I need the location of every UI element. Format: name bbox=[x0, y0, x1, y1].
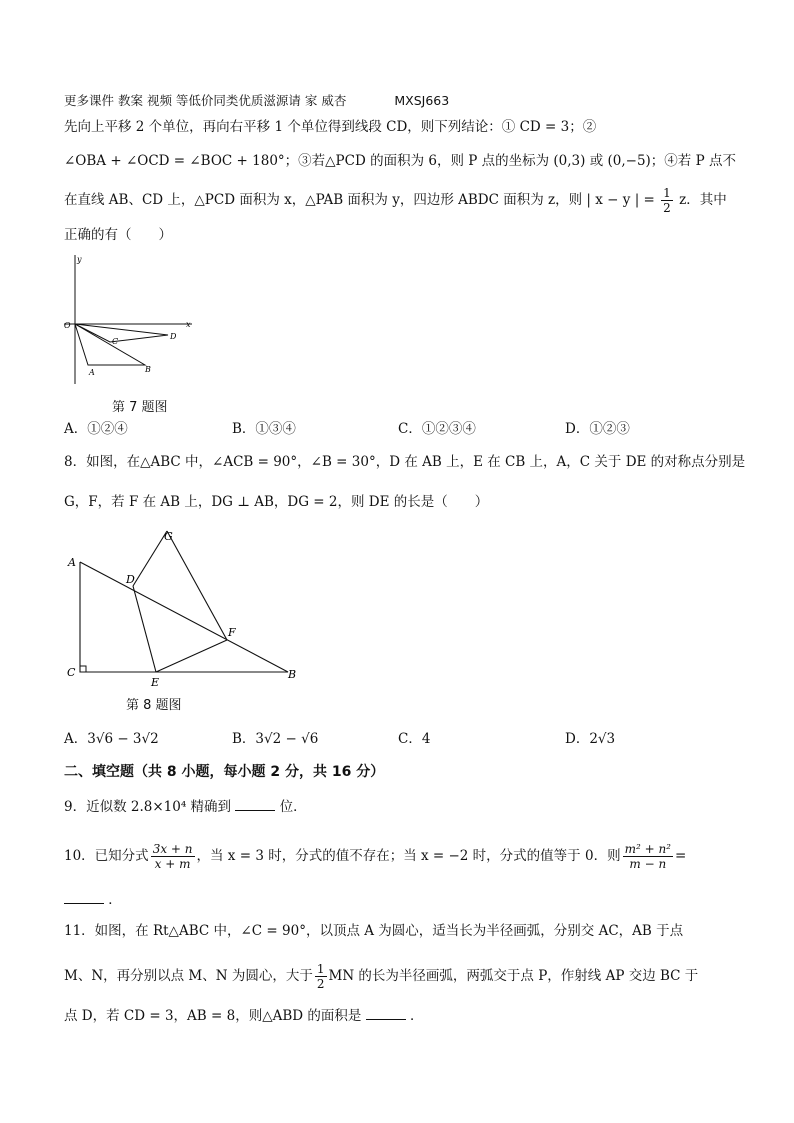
q7-line-1: 先向上平移 2 个单位，再向右平移 1 个单位得到线段 CD，则下列结论：① CD = 3；② bbox=[64, 119, 597, 135]
q7-line-4: 正确的有（ ） bbox=[64, 227, 172, 243]
q7-label-b: B bbox=[145, 365, 151, 374]
q8-option-c[interactable]: C．4 bbox=[398, 731, 431, 747]
q7-line-3-text: 在直线 AB、CD 上，△PCD 面积为 x，△PAB 面积为 y，四边形 ABDC 面积为 z，则 | x − y | = bbox=[64, 192, 655, 208]
header-promo-text: 更多课件 教案 视频 等低价同类优质滋源请 家 威杏 bbox=[64, 93, 347, 108]
q7-fraction-denominator: 2 bbox=[663, 201, 671, 215]
q9-answer-blank[interactable] bbox=[235, 796, 275, 811]
q10-text-d: ． bbox=[108, 892, 122, 908]
q8-label-d: D bbox=[126, 573, 135, 586]
q9-line bbox=[64, 796, 307, 816]
q10-fraction-1-numerator: 3x + n bbox=[152, 841, 193, 856]
q10-line bbox=[64, 836, 686, 876]
q8-segment-de bbox=[133, 586, 156, 672]
q10-answer-blank[interactable] bbox=[64, 889, 104, 904]
q10-fraction-2-numerator: m² + n² bbox=[624, 841, 671, 856]
q7-line-3-tail: z．其中 bbox=[679, 192, 727, 208]
q8-label-c: C bbox=[67, 666, 76, 679]
q8-label-f: F bbox=[228, 626, 236, 639]
section-2-title: 二、填空题（共 8 小题，每小题 2 分，共 16 分） bbox=[64, 764, 385, 780]
q11-fraction-denominator: 2 bbox=[316, 976, 325, 991]
q9-text-tail: 位． bbox=[279, 799, 307, 815]
q8-label-g: G bbox=[164, 530, 173, 543]
q11-line-2-tail: MN 的长为半径画弧，两弧交于点 P，作射线 AP 交边 BC 于 bbox=[328, 968, 699, 984]
q10-fraction-1 bbox=[151, 842, 195, 871]
q8-triangle-abc bbox=[80, 562, 288, 672]
q7-option-b[interactable]: B．①③④ bbox=[232, 421, 296, 437]
q11-line-1: 11．如图，在 Rt△ABC 中，∠C = 90°，以顶点 A 为圆心，适当长为半径画弧，分别交 AC，AB 于点 bbox=[64, 923, 684, 939]
q11-line-3 bbox=[64, 1005, 423, 1025]
q7-figure-caption: 第 7 题图 bbox=[112, 400, 168, 415]
q8-right-angle-mark bbox=[80, 666, 86, 672]
q8-label-b: B bbox=[288, 668, 297, 681]
q8-label-a: A bbox=[68, 556, 76, 569]
q7-label-o: O bbox=[64, 321, 71, 330]
q7-fraction-numerator: 1 bbox=[663, 186, 671, 200]
q8-option-a[interactable]: A．3√6 − 3√2 bbox=[64, 731, 159, 747]
header-line bbox=[64, 92, 449, 110]
q8-figure-caption: 第 8 题图 bbox=[126, 698, 182, 713]
q11-fraction-numerator: 1 bbox=[316, 961, 325, 976]
q8-segment-dg bbox=[133, 531, 167, 586]
q8-option-b[interactable]: B．3√2 − √6 bbox=[232, 731, 319, 747]
q10-answer-line bbox=[64, 889, 122, 909]
q11-fraction bbox=[315, 962, 327, 991]
q10-text-c: = bbox=[675, 848, 687, 864]
q10-text-a: 10．已知分式 bbox=[64, 848, 149, 864]
q7-triangle-ocd bbox=[75, 324, 168, 342]
q7-label-y: y bbox=[77, 255, 82, 264]
q10-text-b: ，当 x = 3 时，分式的值不存在；当 x = −2 时，分式的值等于 0．则 bbox=[196, 848, 621, 864]
q8-option-d[interactable]: D．2√3 bbox=[565, 731, 616, 747]
q7-option-c[interactable]: C．①②③④ bbox=[398, 421, 476, 437]
q8-line-2: G，F，若 F 在 AB 上，DG ⊥ AB，DG = 2，则 DE 的长是（ ） bbox=[64, 494, 489, 510]
q10-fraction-2 bbox=[623, 842, 673, 871]
q10-fraction-1-denominator: x + m bbox=[154, 856, 191, 871]
q8-line-1: 8．如图，在△ABC 中，∠ACB = 90°，∠B = 30°，D 在 AB 上，E 在 CB 上，A，C 关于 DE 的对称点分别是 bbox=[64, 454, 746, 470]
q7-label-d: D bbox=[170, 332, 177, 341]
q11-line-2 bbox=[64, 958, 698, 994]
q7-fraction bbox=[661, 186, 673, 215]
q7-option-a[interactable]: A．①②④ bbox=[64, 421, 128, 437]
q8-segment-ef bbox=[156, 640, 227, 672]
q11-line-3-text: 点 D，若 CD = 3，AB = 8，则△ABD 的面积是 bbox=[64, 1008, 362, 1024]
q7-label-c: C bbox=[112, 337, 119, 346]
q7-figure bbox=[60, 250, 200, 390]
q7-line-3 bbox=[64, 186, 727, 215]
q7-line-2: ∠OBA + ∠OCD = ∠BOC + 180°；③若△PCD 的面积为 6，则 P 点的坐标为 (0,3) 或 (0,−5)；④若 P 点不 bbox=[64, 153, 736, 169]
q8-label-e: E bbox=[151, 676, 160, 689]
q7-label-a: A bbox=[89, 368, 95, 377]
q7-option-d[interactable]: D．①②③ bbox=[565, 421, 630, 437]
q11-answer-blank[interactable] bbox=[366, 1005, 406, 1020]
q9-text: 9．近似数 2.8×10⁴ 精确到 bbox=[64, 799, 232, 815]
q7-triangle-oab bbox=[75, 324, 145, 365]
q7-label-x: x bbox=[186, 320, 191, 329]
q11-line-2-text: M、N，再分别以点 M、N 为圆心，大于 bbox=[64, 968, 313, 984]
q11-line-3-tail: ． bbox=[409, 1008, 424, 1024]
header-code: MXSJ663 bbox=[394, 93, 450, 108]
q10-fraction-2-denominator: m − n bbox=[629, 856, 667, 871]
q8-figure bbox=[60, 522, 310, 690]
